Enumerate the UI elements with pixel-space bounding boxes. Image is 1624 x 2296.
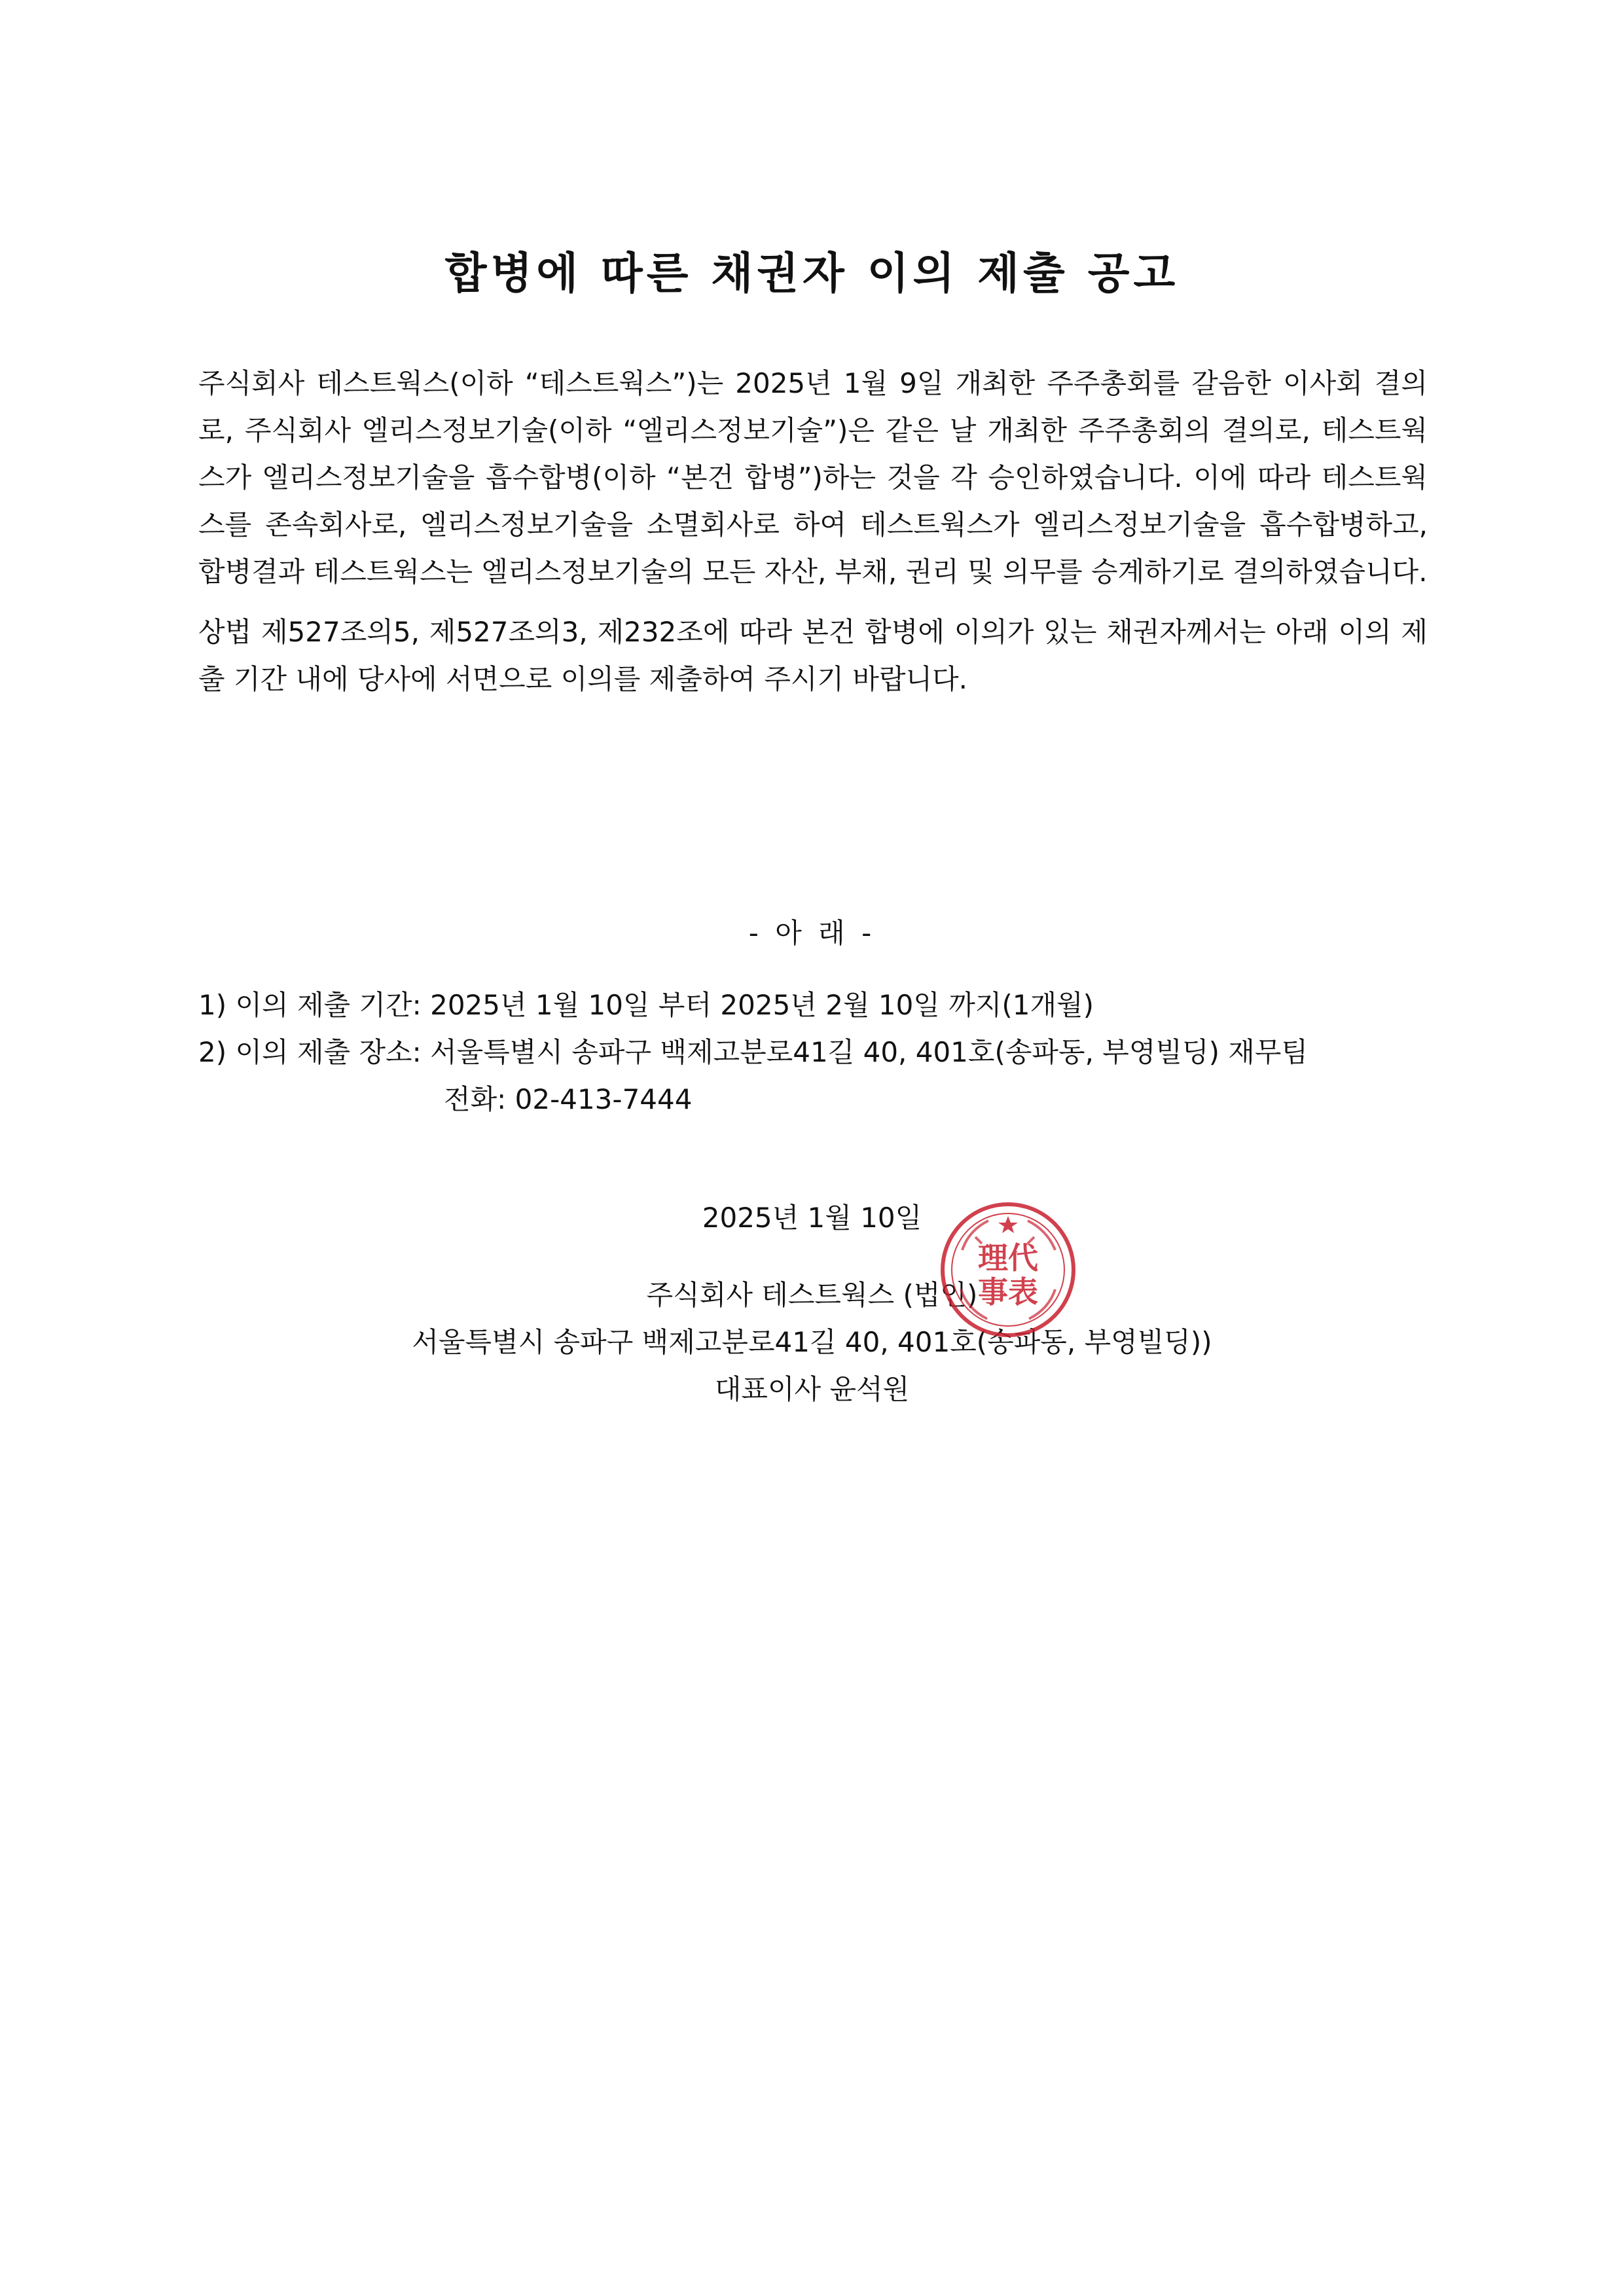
company-address: 서울특별시 송파구 백제고분로41길 40, 401호(송파동, 부영빌딩)) [412, 1326, 1212, 1358]
seal-text-top: 理代 [978, 1240, 1038, 1276]
paragraph-merger-approval: 주식회사 테스트웍스(이하 “테스트웍스”)는 2025년 1월 9일 개최한 주주총회를 갈음한 이사회 결의로, 주식회사 엘리스정보기술(이하 “엘리스정보기술”)은 같은 날 개최한 주주총회의 결의로, 테스트웍스가 엘리스정보기술을 흡수합병(이하 “본건 합병”)하는 것을 각 승인하였습니다. 이에 따라 테스트웍스를 존속회사로, 엘리스정보기술을 소멸회사로 하여 테스트웍스가 엘리스정보기술을 흡수합병하고, 합병결과 테스트웍스는 엘리스정보기술의 모든 자산, 부채, 권리 및 의무를 승계하기로 결의하였습니다. [198, 367, 1428, 588]
paragraph-objection-request: 상법 제527조의5, 제527조의3, 제232조에 따라 본건 합병에 이의가 있는 채권자께서는 아래 이의 제출 기간 내에 당사에 서면으로 이의를 제출하여 주시기 바랍니다. [198, 616, 1428, 695]
seal-text-bottom: 事表 [978, 1274, 1038, 1310]
notice-title: 합병에 따른 채권자 이의 제출 공고 [444, 248, 1180, 298]
objection-place: 2) 이의 제출 장소: 서울특별시 송파구 백제고분로41길 40, 401호(송파동, 부영빌딩) 재무팀 [198, 1036, 1308, 1068]
section-heading-ahrae: - 아 래 - [748, 917, 876, 949]
objection-period: 1) 이의 제출 기간: 2025년 1월 10일 부터 2025년 2월 10일 까지(1개월) [198, 989, 1094, 1021]
phone-number: 전화: 02-413-7444 [444, 1083, 693, 1115]
notice-body [198, 360, 1428, 703]
company-name: 주식회사 테스트웍스 (법인) [646, 1279, 978, 1311]
ceo-name: 대표이사 윤석원 [714, 1373, 910, 1405]
objection-details [198, 982, 1428, 1123]
signature-block [0, 1194, 1624, 1413]
company-seal-stamp [936, 1198, 1080, 1342]
notice-date: 2025년 1월 10일 [702, 1202, 922, 1234]
